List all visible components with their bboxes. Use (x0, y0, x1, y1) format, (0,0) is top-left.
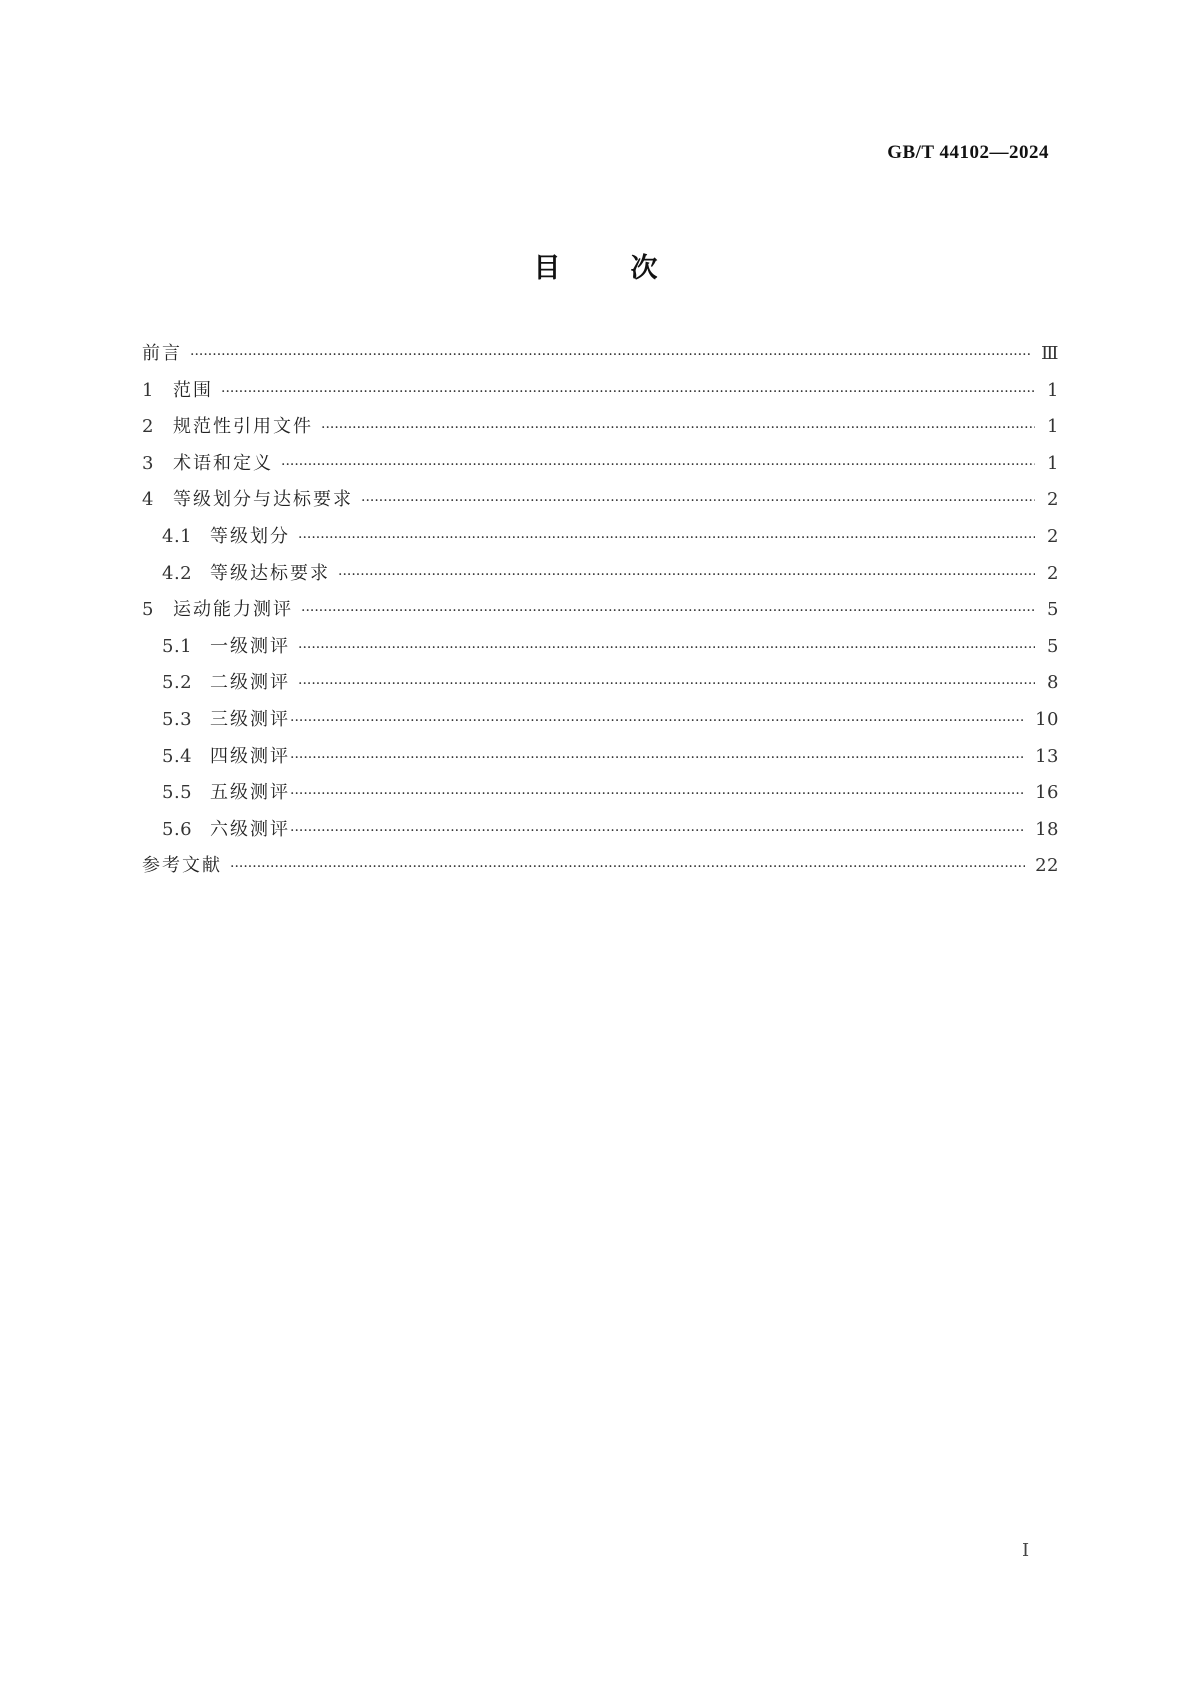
toc-entry-label: 前言 (142, 343, 182, 364)
toc-entry-5[interactable] (142, 598, 1059, 635)
toc-entry-page: 22 (1035, 855, 1059, 877)
toc-entry-label: 二级测评 (210, 672, 290, 694)
dot-leader (281, 453, 1035, 477)
dot-leader (290, 782, 1025, 806)
toc-entry-number: 2 (142, 416, 154, 438)
toc-entry-number: 4.1 (162, 525, 193, 547)
toc-entry-label: 六级测评 (210, 818, 290, 840)
toc-entry-page: 13 (1035, 745, 1059, 767)
toc-entry-5-2[interactable] (142, 671, 1059, 708)
toc-entry-label: 一级测评 (210, 635, 290, 657)
toc-entry-page: Ⅲ (1041, 343, 1059, 364)
toc-entry-3[interactable] (142, 452, 1059, 489)
toc-entry-number: 5.5 (162, 782, 193, 804)
toc-entry-page: 1 (1047, 452, 1059, 474)
toc-entry-4-1[interactable] (142, 525, 1059, 562)
toc-entry-label: 等级划分与达标要求 (173, 489, 353, 511)
toc-entry-5-4[interactable] (142, 745, 1059, 782)
toc-entry-number: 5.2 (162, 672, 193, 694)
toc-entry-foreword[interactable] (142, 342, 1059, 379)
toc-entry-number: 4.2 (162, 562, 193, 584)
toc-entry-label: 运动能力测评 (173, 599, 293, 621)
toc-entry-label: 参考文献 (142, 855, 222, 877)
toc-entry-5-5[interactable] (142, 781, 1059, 818)
toc-entry-number: 1 (142, 379, 154, 401)
toc-entry-page: 8 (1047, 672, 1059, 694)
standard-number: GB/T 44102—2024 (887, 142, 1049, 163)
toc-entry-1[interactable] (142, 379, 1059, 416)
toc-entry-label: 三级测评 (210, 708, 290, 730)
table-of-contents (142, 342, 1059, 891)
toc-entry-page: 1 (1047, 416, 1059, 438)
toc-entry-label: 等级达标要求 (210, 562, 330, 584)
toc-entry-page: 5 (1047, 635, 1059, 657)
dot-leader (338, 563, 1035, 587)
toc-entry-bibliography[interactable] (142, 854, 1059, 891)
toc-entry-number: 4 (142, 489, 154, 511)
toc-entry-5-3[interactable] (142, 708, 1059, 745)
toc-entry-page: 16 (1035, 782, 1059, 804)
toc-entry-5-1[interactable] (142, 635, 1059, 672)
toc-entry-page: 2 (1047, 525, 1059, 547)
toc-entry-page: 18 (1035, 818, 1059, 840)
toc-entry-4-2[interactable] (142, 562, 1059, 599)
toc-entry-label: 等级划分 (210, 525, 290, 547)
toc-entry-2[interactable] (142, 415, 1059, 452)
title-char-1: 目 (533, 253, 561, 284)
toc-entry-page: 10 (1035, 708, 1059, 730)
toc-entry-label: 术语和定义 (173, 452, 273, 474)
toc-entry-page: 5 (1047, 599, 1059, 621)
page-number: Ⅰ (1022, 1540, 1030, 1561)
dot-leader (298, 526, 1035, 550)
toc-entry-number: 5.6 (162, 818, 193, 840)
toc-entry-page: 2 (1047, 562, 1059, 584)
toc-entry-number: 5.1 (162, 635, 193, 657)
toc-entry-label: 五级测评 (210, 782, 290, 804)
page-title (0, 246, 1191, 285)
toc-entry-number: 5.3 (162, 708, 193, 730)
toc-entry-5-6[interactable] (142, 818, 1059, 855)
toc-entry-page: 1 (1047, 379, 1059, 401)
dot-leader (290, 709, 1025, 733)
toc-entry-label: 规范性引用文件 (173, 416, 313, 438)
toc-entry-4[interactable] (142, 488, 1059, 525)
dot-leader (221, 380, 1035, 404)
dot-leader (298, 672, 1035, 696)
toc-entry-label: 范围 (173, 379, 213, 401)
dot-leader (230, 855, 1025, 879)
dot-leader (290, 819, 1025, 843)
dot-leader (321, 416, 1035, 440)
dot-leader (301, 599, 1035, 623)
title-char-2: 次 (630, 253, 658, 284)
dot-leader (290, 746, 1025, 770)
dot-leader (190, 343, 1031, 367)
dot-leader (361, 489, 1035, 513)
toc-entry-number: 5.4 (162, 745, 193, 767)
toc-entry-label: 四级测评 (210, 745, 290, 767)
dot-leader (298, 636, 1035, 660)
toc-entry-number: 3 (142, 452, 154, 474)
toc-entry-number: 5 (142, 599, 154, 621)
toc-entry-page: 2 (1047, 489, 1059, 511)
